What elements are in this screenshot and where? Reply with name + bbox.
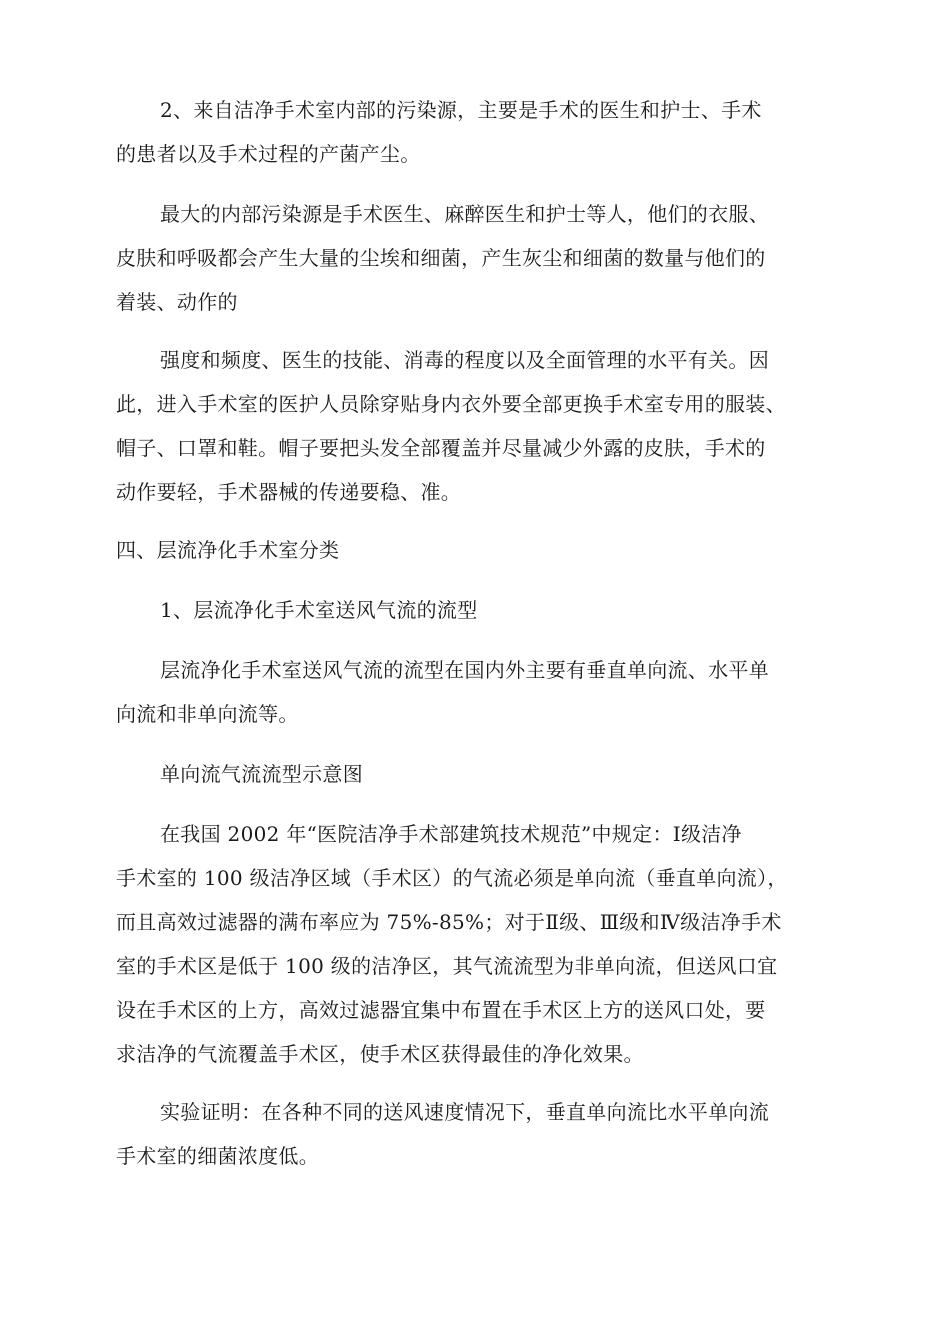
subsection-heading-airflow-type <box>116 588 836 632</box>
paragraph-line: 手术室的 100 级洁净区域（手术区）的气流必须是单向流（垂直单向流）， <box>116 866 788 890</box>
paragraph-line: 设在手术区的上方，高效过滤器宜集中布置在手术区上方的送风口处，要 <box>116 998 766 1022</box>
paragraph-airflow-types <box>116 648 836 736</box>
paragraph-line: 皮肤和呼吸都会产生大量的尘埃和细菌，产生灰尘和细菌的数量与他们的 <box>116 246 766 270</box>
paragraph-line: 在我国 2002 年“医院洁净手术部建筑技术规范”中规定：Ⅰ级洁净 <box>160 822 742 846</box>
paragraph-line: 此，进入手术室的医护人员除穿贴身内衣外要全部更换手术室专用的服装、 <box>116 392 786 416</box>
paragraph-line: 2、来自洁净手术室内部的污染源，主要是手术的医生和护士、手术 <box>160 98 762 122</box>
section-heading-classification <box>116 528 836 572</box>
paragraph-line: 而且高效过滤器的满布率应为 75%-85%；对于Ⅱ级、Ⅲ级和Ⅳ级洁净手术 <box>116 910 782 934</box>
heading-line: 1、层流净化手术室送风气流的流型 <box>160 598 478 622</box>
caption-line: 单向流气流流型示意图 <box>160 762 363 786</box>
paragraph-line: 动作要轻，手术器械的传递要稳、准。 <box>116 480 462 504</box>
figure-caption-unidirectional <box>116 752 836 796</box>
paragraph-line: 手术室的细菌浓度低。 <box>116 1144 319 1168</box>
paragraph-line: 着装、动作的 <box>116 290 238 314</box>
paragraph-line: 实验证明：在各种不同的送风速度情况下，垂直单向流比水平单向流 <box>160 1100 769 1124</box>
paragraph-largest-pollution-source <box>116 192 836 324</box>
paragraph-line: 向流和非单向流等。 <box>116 702 299 726</box>
paragraph-2002-standard <box>116 812 836 1076</box>
paragraph-internal-pollution-sources <box>116 88 836 176</box>
paragraph-staff-requirements <box>116 338 836 514</box>
paragraph-line: 的患者以及手术过程的产菌产尘。 <box>116 142 421 166</box>
paragraph-experiment-proof <box>116 1090 836 1178</box>
paragraph-line: 层流净化手术室送风气流的流型在国内外主要有垂直单向流、水平单 <box>160 658 769 682</box>
paragraph-line: 强度和频度、医生的技能、消毒的程度以及全面管理的水平有关。因 <box>160 348 769 372</box>
paragraph-line: 帽子、口罩和鞋。帽子要把头发全部覆盖并尽量减少外露的皮肤，手术的 <box>116 436 766 460</box>
paragraph-line: 室的手术区是低于 100 级的洁净区，其气流流型为非单向流，但送风口宜 <box>116 954 778 978</box>
paragraph-line: 最大的内部污染源是手术医生、麻醉医生和护士等人，他们的衣服、 <box>160 202 769 226</box>
paragraph-line: 求洁净的气流覆盖手术区，使手术区获得最佳的净化效果。 <box>116 1042 644 1066</box>
heading-line: 四、层流净化手术室分类 <box>116 538 340 562</box>
